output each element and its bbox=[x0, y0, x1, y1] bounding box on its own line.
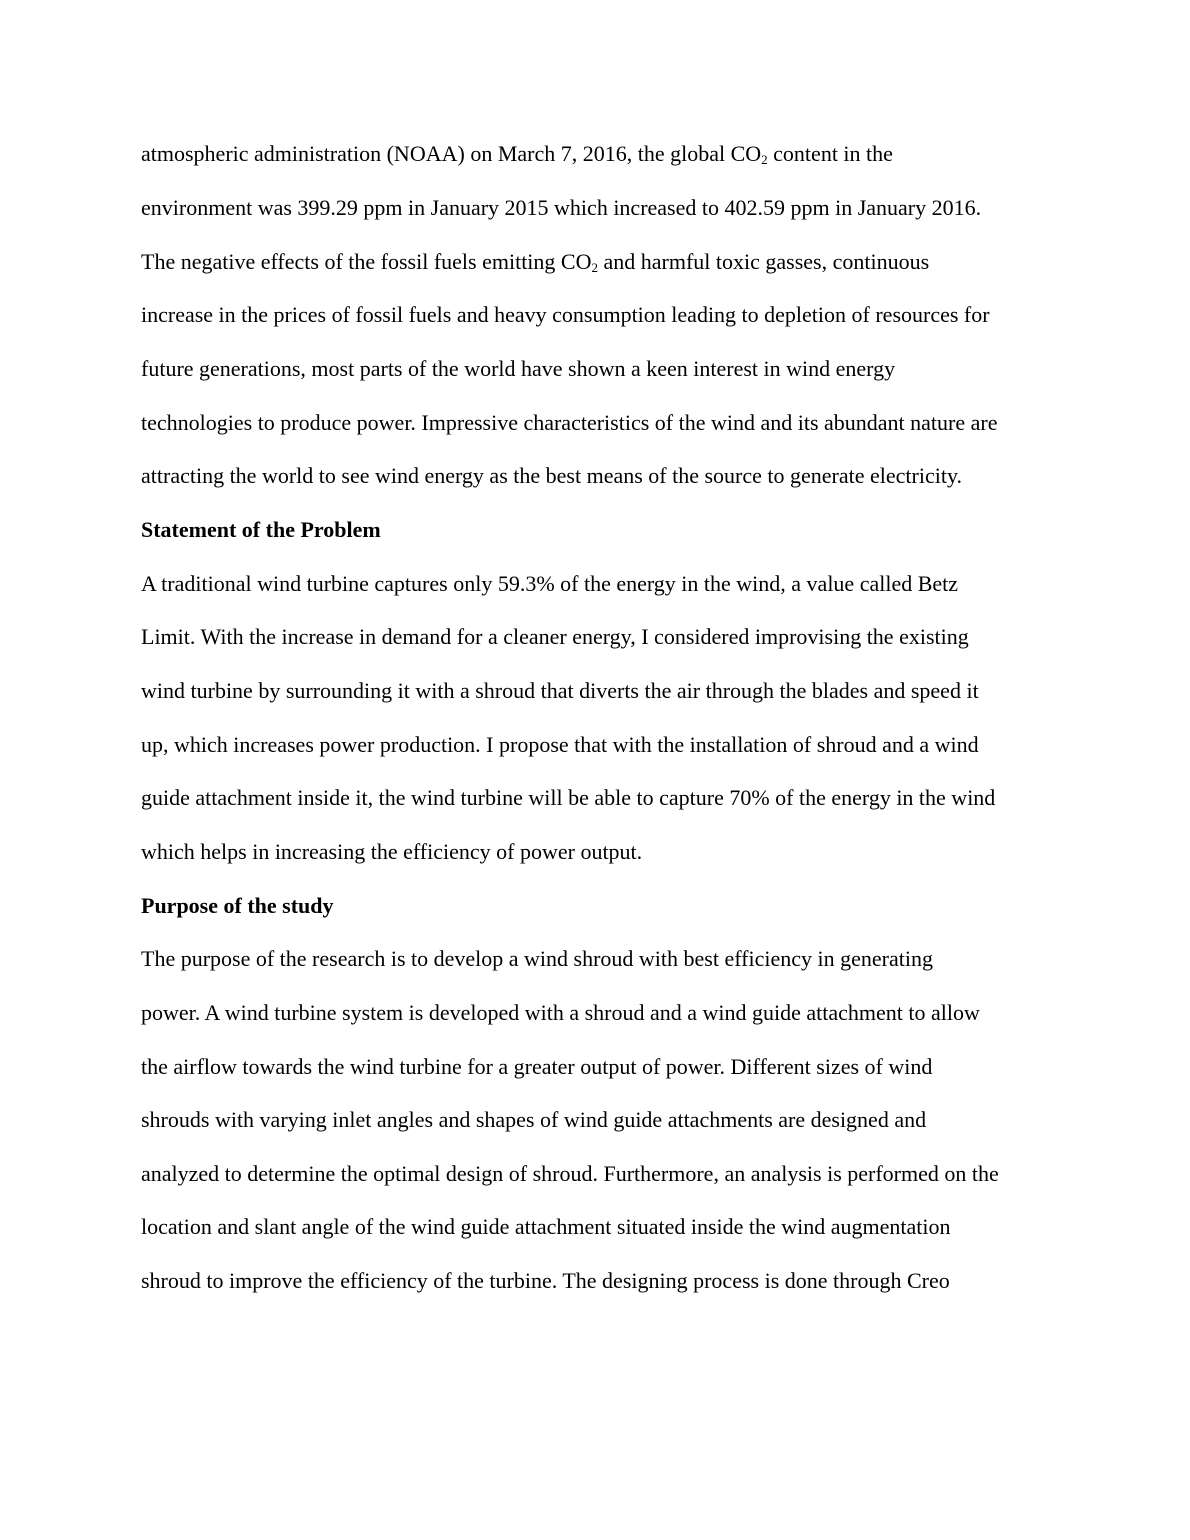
paragraph-3-line-5: analyzed to determine the optimal design of shroud. Furthermore, an analysis is performed on the bbox=[141, 1161, 999, 1186]
paragraph-2-line-4: up, which increases power production. I propose that with the installation of shroud and a wind bbox=[141, 732, 979, 757]
paragraph-3-line-6: location and slant angle of the wind guide attachment situated inside the wind augmentation bbox=[141, 1214, 951, 1239]
paragraph-2-line-6: which helps in increasing the efficiency of power output. bbox=[141, 839, 643, 864]
paragraph-2-line-5: guide attachment inside it, the wind turbine will be able to capture 70% of the energy in the wind bbox=[141, 785, 996, 810]
paragraph-1-line-4: increase in the prices of fossil fuels and heavy consumption leading to depletion of resources for bbox=[141, 302, 990, 327]
subscript: 2 bbox=[761, 152, 768, 167]
paragraph-2-line-3: wind turbine by surrounding it with a shroud that diverts the air through the blades and speed it bbox=[141, 678, 979, 703]
section-heading-purpose: Purpose of the study bbox=[141, 893, 334, 918]
paragraph-1-line-7: attracting the world to see wind energy as the best means of the source to generate electricity. bbox=[141, 463, 963, 488]
paragraph-1-line-1 bbox=[141, 139, 893, 169]
paragraph-3-line-2: power. A wind turbine system is developed with a shroud and a wind guide attachment to allow bbox=[141, 1000, 980, 1025]
paragraph-3-line-3: the airflow towards the wind turbine for a greater output of power. Different sizes of wind bbox=[141, 1054, 933, 1079]
text-segment: content in the bbox=[767, 141, 893, 166]
text-segment: and harmful toxic gasses, continuous bbox=[597, 249, 930, 274]
paragraph-2-line-2: Limit. With the increase in demand for a cleaner energy, I considered improvising the existing bbox=[141, 624, 969, 649]
paragraph-2-line-1: A traditional wind turbine captures only 59.3% of the energy in the wind, a value called Betz bbox=[141, 571, 959, 596]
section-heading-problem: Statement of the Problem bbox=[141, 517, 381, 542]
paragraph-1-line-6: technologies to produce power. Impressive characteristics of the wind and its abundant nature are bbox=[141, 410, 998, 435]
text-segment: atmospheric administration (NOAA) on March 7, 2016, the global CO bbox=[141, 141, 762, 166]
paragraph-1-line-2: environment was 399.29 ppm in January 2015 which increased to 402.59 ppm in January 2016. bbox=[141, 195, 982, 220]
paragraph-1-line-5: future generations, most parts of the world have shown a keen interest in wind energy bbox=[141, 356, 896, 381]
paragraph-3-line-1: The purpose of the research is to develop a wind shroud with best efficiency in generating bbox=[141, 946, 933, 971]
paragraph-1-line-3 bbox=[141, 247, 929, 277]
text-segment: The negative effects of the fossil fuels emitting CO bbox=[141, 249, 592, 274]
subscript: 2 bbox=[591, 260, 598, 275]
paragraph-3-line-4: shrouds with varying inlet angles and shapes of wind guide attachments are designed and bbox=[141, 1107, 927, 1132]
paragraph-3-line-7: shroud to improve the efficiency of the turbine. The designing process is done through Creo bbox=[141, 1268, 950, 1293]
